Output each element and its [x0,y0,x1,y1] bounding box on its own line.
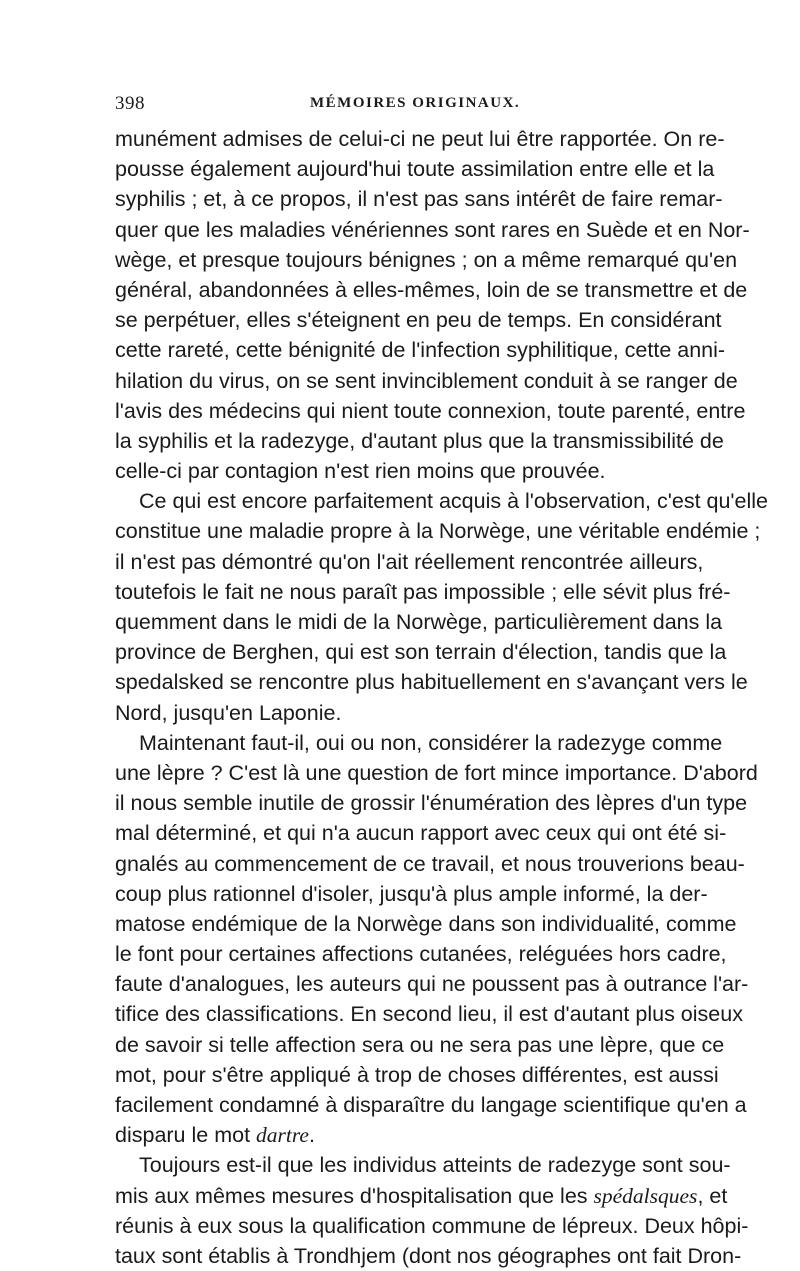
text-line: Toujours est-il que les individus atteints de radezyge sont sou- [139,1153,731,1178]
text-line: coup plus rationnel d'isoler, jusqu'à plus ample informé, la der- [115,881,708,906]
text-line: il nous semble inutile de grossir l'énumération des lèpres d'un type [115,791,748,816]
page-number: 398 [115,93,145,114]
text-line: général, abandonnées à elles-mêmes, loin de se transmettre et de [115,277,748,302]
text-line: mal déterminé, et qui n'a aucun rapport avec ceux qui ont été si- [115,821,727,846]
italic-word: dartre [256,1123,309,1148]
running-head: MÉMOIRES ORIGINAUX. [310,95,521,111]
text-line: Nord, jusqu'en Laponie. [115,700,342,725]
text-line: Ce qui est encore parfaitement acquis à l'observation, c'est qu'elle [139,489,769,514]
text-line: spedalsked se rencontre plus habituellement en s'avançant vers le [115,670,748,695]
text-line: taux sont établis à Trondhjem (dont nos géographes ont fait Dron- [115,1243,742,1268]
text-line: pousse également aujourd'hui toute assimilation entre elle et la [115,157,715,182]
text-line: wège, et presque toujours bénignes ; on a même remarqué qu'en [115,247,738,272]
text-line [115,1181,728,1211]
text-line: réunis à eux sous la qualification commune de lépreux. Deux hôpi- [115,1213,749,1238]
text-segment: mis aux mêmes mesures d'hospitalisation que les [115,1183,594,1208]
text-segment: , et [697,1183,728,1208]
text-line: quer que les maladies vénériennes sont rares en Suède et en Nor- [115,217,750,242]
body-text [115,124,769,1271]
text-line: Maintenant faut-il, oui ou non, considérer la radezyge comme [139,730,723,755]
text-line: province de Berghen, qui est son terrain d'élection, tandis que la [115,640,727,665]
text-line: la syphilis et la radezyge, d'autant plus que la transmissibilité de [115,428,724,453]
text-line: il n'est pas démontré qu'on l'ait réellement rencontrée ailleurs, [115,549,704,574]
text-line: syphilis ; et, à ce propos, il n'est pas sans intérêt de faire remar- [115,187,723,212]
text-line: facilement condamné à disparaître du langage scientifique qu'en a [115,1093,747,1117]
text-line: mot, pour s'être appliqué à trop de choses différentes, est aussi [115,1062,719,1087]
text-line: faute d'analogues, les auteurs qui ne poussent pas à outrance l'ar- [115,972,749,997]
text-line: constitue une maladie propre à la Norwège, une véritable endémie ; [115,519,761,544]
text-line: tifice des classifications. En second lieu, il est d'autant plus oiseux [115,1002,743,1027]
text-line: celle-ci par contagion n'est rien moins que prouvée. [115,459,606,484]
text-segment: . [308,1123,315,1148]
text-line: quemment dans le midi de la Norwège, particulièrement dans la [115,610,723,634]
italic-word: spédalsques [593,1183,698,1208]
text-line: gnalés au commencement de ce travail, et nous trouverions beau- [115,851,745,876]
text-line: une lèpre ? C'est là une question de fort mince importance. D'abord [115,760,758,785]
text-line: cette rareté, cette bénignité de l'infection syphilitique, cette anni- [115,338,726,363]
text-segment: disparu le mot [115,1123,257,1148]
text-line: toutefois le fait ne nous paraît pas impossible ; elle sévit plus fré- [115,579,731,604]
text-line: munément admises de celui-ci ne peut lui être rapportée. On re- [115,127,725,151]
text-line: l'avis des médecins qui nient toute connexion, toute parenté, entre [115,398,746,423]
text-line [115,1120,686,1150]
text-line: le font pour certaines affections cutanées, reléguées hors cadre, [115,942,727,967]
text-line: matose endémique de la Norwège dans son individualité, comme [115,911,737,936]
page-header [115,93,690,123]
text-line: hilation du virus, on se sent invinciblement conduit à se ranger de [115,368,738,393]
text-line: se perpétuer, elles s'éteignent en peu de temps. En considérant [115,308,722,333]
text-line: de savoir si telle affection sera ou ne sera pas une lèpre, que ce [115,1032,725,1057]
